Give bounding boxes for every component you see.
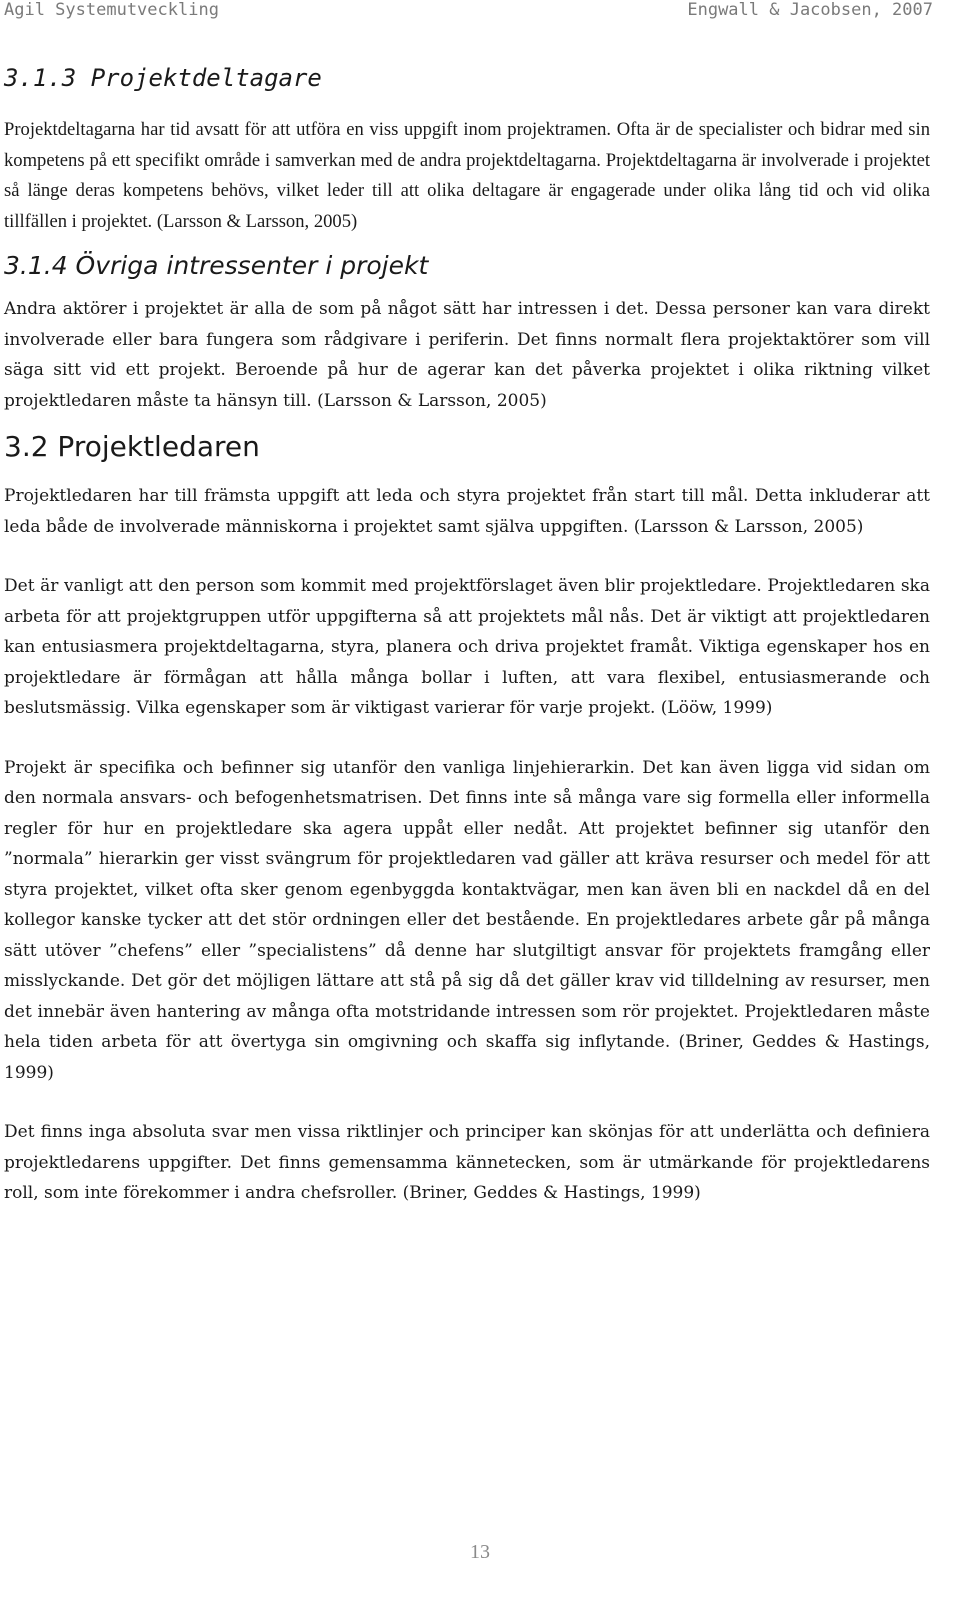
heading-3-2: 3.2 Projektledaren [4, 430, 260, 463]
heading-3-1-4: 3.1.4 Övriga intressenter i projekt [4, 251, 429, 280]
paragraph-projektdeltagare: Projektdeltagarna har tid avsatt för att utföra en viss uppgift inom projektramen. Ofta är de specialister och bidrar med sin kompetens på ett specifikt område i samverkan med de andra projektdeltagarna. Projektdeltagarna är involverade i projektet så länge deras kompetens behövs, vilket leder till att olika deltagare är engagerade under olika lång tid och vid olika tillfällen i projektet. (Larsson & Larsson, 2005) [4, 119, 930, 232]
paragraph-projektledaren-3: Projekt är specifika och befinner sig utanför den vanliga linjehierarkin. Det kan även ligga vid sidan om den normala ansvars- och befogenhetsmatrisen. Det finns inte så många vare sig formella eller informella regler för hur en projektledare ska agera uppåt eller nedåt. Att projektet befinner sig utanför den ”normala” hierarkin ger visst svängrum för projektledaren vad gäller att kräva resurser och medel för att styra projektet, vilket ofta sker genom egenbyggda kontaktvägar, men kan även bli en nackdel då en del kollegor kanske tycker att det stör ordningen eller det bestående. En projektledares arbete går på många sätt utöver ”chefens” eller ”specialistens” då denne har slutgiltigt ansvar för projektets framgång eller misslyckande. Det gör det möjligen lättare att stå på sig då det gäller krav vid tilldelning av resurser, men det innebär även hantering av många ofta motstridande intressen som rör projektet. Projektledaren måste hela tiden arbeta för att övertyga sin omgivning och skaffa sig inflytande. (Briner, Geddes & Hastings, 1999) [4, 757, 930, 1083]
page-body [4, 64, 930, 1209]
paragraph-projektledaren-4: Det finns inga absoluta svar men vissa riktlinjer och principer kan skönjas för att underlätta och definiera projektledarens uppgifter. Det finns gemensamma kännetecken, som är utmärkande för projektledarens roll, som inte förekommer i andra chefsroller. (Briner, Geddes & Hastings, 1999) [4, 1122, 930, 1203]
running-header-right: Engwall & Jacobsen, 2007 [687, 0, 933, 20]
heading-3-1-3: 3.1.3 Projektdeltagare [4, 64, 322, 92]
paragraph-ovriga-intressenter: Andra aktörer i projektet är alla de som på något sätt har intressen i det. Dessa personer kan vara direkt involverade eller bara fungera som rådgivare i periferin. Det finns normalt flera projektaktörer som vill säga sitt vid ett projekt. Beroende på hur de agerar kan det påverka projektet i olika riktning vilket projektledaren måste ta hänsyn till. (Larsson & Larsson, 2005) [4, 299, 930, 411]
running-header-left: Agil Systemutveckling [4, 0, 219, 20]
page-number: 13 [470, 1541, 490, 1563]
paragraph-projektledaren-1: Projektledaren har till främsta uppgift att leda och styra projektet från start till mål. Detta inkluderar att leda både de involverade människorna i projektet samt själva uppgiften. (Larsson & Larsson, 2005) [4, 486, 930, 537]
paragraph-projektledaren-2: Det är vanligt att den person som kommit med projektförslaget även blir projektledare. Projektledaren ska arbeta för att projektgruppen utför uppgifterna så att projektets mål nås. Det är viktigt att projektledaren kan entusiasmera projektdeltagarna, styra, planera och driva projektet framåt. Viktiga egenskaper hos en projektledare är förmågan att hålla många bollar i luften, att vara flexibel, entusiasmerande och beslutsmässig. Vilka egenskaper som är viktigast varierar för varje projekt. (Lööw, 1999) [4, 576, 930, 718]
